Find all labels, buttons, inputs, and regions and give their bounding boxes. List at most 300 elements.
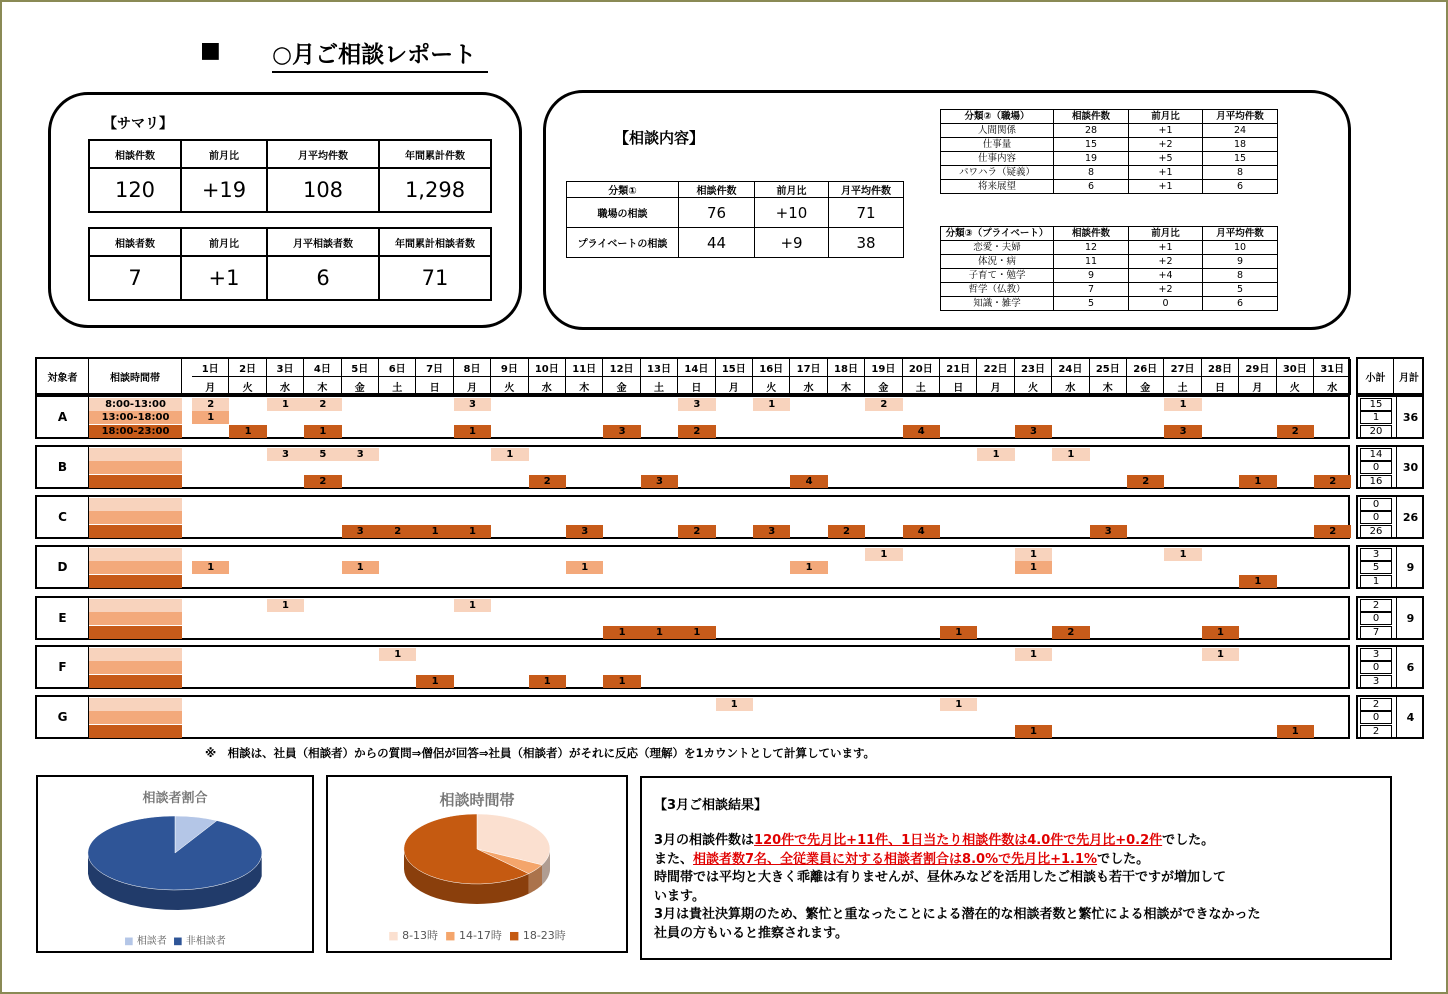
consultation-count: 2 (1314, 475, 1351, 488)
consultation-count: 1 (1015, 561, 1052, 574)
subtotal-cell: 0 (1360, 511, 1392, 524)
weekday-header: 火 (491, 377, 528, 395)
person-totals (1356, 395, 1424, 439)
summary-header: 前月比 (181, 228, 267, 256)
day-header: 30日 (1277, 359, 1314, 377)
day-header: 18日 (828, 359, 865, 377)
results-box (640, 776, 1392, 960)
weekday-header: 土 (379, 377, 416, 395)
day-header: 17日 (790, 359, 827, 377)
results-line: 社員の方もいると推察されます。 (654, 925, 848, 941)
day-header: 26日 (1127, 359, 1164, 377)
monthly-total: 26 (1396, 497, 1424, 537)
weekday-header: 水 (790, 377, 827, 395)
consultation-count: 5 (304, 448, 341, 461)
summary-value: 7 (89, 256, 181, 300)
consultation-count: 2 (865, 398, 902, 411)
day-header: 9日 (491, 359, 528, 377)
category1-table (566, 181, 904, 258)
value-cell: +1 (1129, 180, 1203, 194)
person-totals (1356, 495, 1424, 539)
consultation-count: 3 (678, 398, 715, 411)
weekday-header: 水 (529, 377, 566, 395)
consultation-count: 1 (1239, 475, 1276, 488)
summary-value: 120 (89, 168, 181, 212)
consultation-count: 1 (1015, 725, 1052, 738)
summary-table-1 (88, 139, 492, 213)
consultation-count: 1 (753, 398, 790, 411)
table-row (941, 255, 1278, 269)
label-cell: 仕事量 (941, 138, 1054, 152)
consultation-count: 1 (678, 626, 715, 639)
consultation-count: 2 (678, 425, 715, 438)
header-cell: 前月比 (1129, 110, 1203, 124)
person-block (35, 695, 1350, 739)
weekday-header: 金 (342, 377, 379, 395)
value-cell: +4 (1129, 269, 1203, 283)
label-cell: 体況・病 (941, 255, 1054, 269)
legend-item: 8-13時 (402, 929, 439, 942)
pie2-svg (328, 809, 626, 939)
consultation-count: 1 (603, 675, 640, 688)
pie-chart-consulter-ratio (36, 775, 314, 953)
table-row (941, 283, 1278, 297)
weekday-header: 水 (1052, 377, 1089, 395)
label-cell: パワハラ（疑義） (941, 166, 1054, 180)
day-header: 15日 (716, 359, 753, 377)
cat1-header: 月平均件数 (829, 182, 904, 198)
summary-title: 【サマリ】 (103, 116, 173, 132)
value-cell: 5 (1054, 297, 1129, 311)
weekday-header: 金 (603, 377, 640, 395)
consultation-count: 3 (342, 448, 379, 461)
consultation-count: 1 (192, 561, 229, 574)
consultation-count: 3 (342, 525, 379, 538)
subtotal-cell: 2 (1360, 725, 1392, 738)
time-slot-cell: 13:00-18:00 (89, 411, 182, 424)
time-slot-cell (89, 448, 182, 461)
pie-chart-time-slot (326, 775, 628, 953)
text: でした。 (1097, 851, 1150, 867)
consultation-count: 1 (1164, 548, 1201, 561)
monthly-total: 6 (1396, 647, 1424, 687)
consultation-count: 1 (416, 525, 453, 538)
page-title: ○月ご相談レポート (272, 36, 488, 73)
person-name: B (37, 447, 89, 487)
day-header: 28日 (1202, 359, 1239, 377)
consultation-count: 1 (1015, 548, 1052, 561)
subtotal-cell: 0 (1360, 498, 1392, 511)
table-row (941, 166, 1278, 180)
results-line: 時間帯では平均と大きく乖離は有りませんが、昼休みなどを活用したご相談も若干ですが増加して (654, 870, 1227, 885)
consultation-count: 1 (641, 626, 678, 639)
subtotal-cell: 1 (1360, 575, 1392, 588)
table-row (941, 124, 1278, 138)
content-panel (543, 90, 1351, 330)
table-header-row (941, 110, 1278, 124)
day-header: 2日 (229, 359, 266, 377)
time-slot-cell: 8:00-13:00 (89, 398, 182, 411)
consultation-count: 3 (267, 448, 304, 461)
consultation-count: 1 (304, 425, 341, 438)
monthly-total: 9 (1396, 598, 1424, 638)
label-cell: 子育て・勉学 (941, 269, 1054, 283)
day-header: 25日 (1090, 359, 1127, 377)
legend-item: 14-17時 (458, 929, 502, 942)
label-cell: 仕事内容 (941, 152, 1054, 166)
person-block (35, 445, 1350, 489)
value-cell: 6 (1054, 180, 1129, 194)
person-name: G (37, 697, 89, 737)
weekday-header: 日 (678, 377, 715, 395)
cat1-value: 76 (679, 198, 755, 228)
consultation-count: 2 (1052, 626, 1089, 639)
cat1-label: プライベートの相談 (567, 228, 679, 258)
results-line: います。 (654, 888, 705, 904)
summary-value: +19 (181, 168, 267, 212)
consultation-count: 1 (229, 425, 266, 438)
subtotal-cell: 0 (1360, 711, 1392, 724)
person-name: D (37, 547, 89, 587)
weekday-header: 月 (454, 377, 491, 395)
summary-panel (48, 92, 522, 328)
consultation-count: 1 (379, 648, 416, 661)
consultation-count: 1 (1052, 448, 1089, 461)
person-header: 対象者 (37, 359, 89, 393)
table-row (941, 152, 1278, 166)
slot-header: 相談時間帯 (89, 359, 182, 393)
value-cell: 8 (1054, 166, 1129, 180)
square-icon: ■ (200, 38, 221, 63)
consultation-count: 1 (1239, 575, 1276, 588)
value-cell: 15 (1203, 152, 1278, 166)
cat1-value: 44 (679, 228, 755, 258)
subtotal-cell: 20 (1360, 425, 1392, 438)
table-row (941, 180, 1278, 194)
header-cell: 相談件数 (1054, 227, 1129, 241)
day-header: 29日 (1239, 359, 1276, 377)
label-cell: 人間関係 (941, 124, 1054, 138)
weekday-header: 火 (753, 377, 790, 395)
category3-table (940, 226, 1278, 311)
time-slot-cell (89, 626, 182, 639)
consultation-count: 1 (566, 561, 603, 574)
consultation-count: 2 (1314, 525, 1351, 538)
cat1-label: 職場の相談 (567, 198, 679, 228)
consultation-count: 2 (678, 525, 715, 538)
value-cell: 6 (1203, 297, 1278, 311)
pie1-title: 相談者割合 (142, 791, 208, 806)
pie2-title: 相談時間帯 (439, 791, 515, 809)
day-header: 23日 (1015, 359, 1052, 377)
value-cell: +5 (1129, 152, 1203, 166)
consultation-count: 1 (940, 698, 977, 711)
weekday-header: 月 (716, 377, 753, 395)
consultation-count: 2 (192, 398, 229, 411)
consultation-count: 1 (1277, 725, 1314, 738)
time-slot-cell (89, 599, 182, 612)
value-cell: 12 (1054, 241, 1129, 255)
consultation-count: 1 (790, 561, 827, 574)
time-slot-cell (89, 612, 182, 625)
monthly-total: 30 (1396, 447, 1424, 487)
value-cell: 19 (1054, 152, 1129, 166)
subtotal-cell: 16 (1360, 475, 1392, 488)
subtotal-cell: 3 (1360, 648, 1392, 661)
day-header: 7日 (416, 359, 453, 377)
value-cell: 5 (1203, 283, 1278, 297)
weekday-header: 火 (1277, 377, 1314, 395)
label-cell: 知識・雑学 (941, 297, 1054, 311)
weekday-header: 木 (1090, 377, 1127, 395)
weekday-header: 土 (1164, 377, 1201, 395)
consultation-count: 1 (865, 548, 902, 561)
weekday-header: 土 (903, 377, 940, 395)
text: でした。 (1162, 833, 1215, 848)
weekday-header: 土 (641, 377, 678, 395)
weekday-header: 月 (1239, 377, 1276, 395)
consultation-count: 2 (304, 398, 341, 411)
time-slot-cell (89, 525, 182, 538)
consultation-count: 1 (1202, 626, 1239, 639)
person-name: C (37, 497, 89, 537)
results-body (654, 832, 1374, 943)
value-cell: 9 (1203, 255, 1278, 269)
subtotal-cell: 3 (1360, 675, 1392, 688)
value-cell: +1 (1129, 124, 1203, 138)
person-totals (1356, 545, 1424, 589)
weekday-header: 火 (229, 377, 266, 395)
consultation-count: 1 (603, 626, 640, 639)
summary-header: 相談者数 (89, 228, 181, 256)
value-cell: 8 (1203, 166, 1278, 180)
category2-table (940, 109, 1278, 194)
consultation-count: 3 (1015, 425, 1052, 438)
consultation-count: 1 (454, 599, 491, 612)
day-header: 20日 (903, 359, 940, 377)
person-block (35, 495, 1350, 539)
summary-header: 年間累計相談者数 (379, 228, 491, 256)
value-cell: 11 (1054, 255, 1129, 269)
consultation-count: 2 (304, 475, 341, 488)
time-slot-cell (89, 475, 182, 488)
day-header: 19日 (865, 359, 902, 377)
weekday-header: 金 (1127, 377, 1164, 395)
summary-table-2 (88, 227, 492, 301)
cat1-header: 相談件数 (679, 182, 755, 198)
day-header: 13日 (641, 359, 678, 377)
consultation-count: 4 (903, 525, 940, 538)
day-header: 1日 (192, 359, 229, 377)
day-header: 5日 (342, 359, 379, 377)
day-header: 12日 (603, 359, 640, 377)
weekday-header: 火 (1015, 377, 1052, 395)
subtotal-cell: 1 (1360, 411, 1392, 424)
consultation-count: 1 (267, 398, 304, 411)
weekday-header: 日 (940, 377, 977, 395)
value-cell: 9 (1054, 269, 1129, 283)
pie1-svg (38, 805, 312, 935)
person-totals (1356, 596, 1424, 640)
monthly-total: 36 (1396, 397, 1424, 437)
consultation-count: 1 (491, 448, 528, 461)
cat1-header: 前月比 (755, 182, 829, 198)
header-cell: 月平均件数 (1203, 227, 1278, 241)
day-header: 27日 (1164, 359, 1201, 377)
person-name: A (37, 397, 89, 437)
header-cell: 分類③（プライベート） (941, 227, 1054, 241)
value-cell: +1 (1129, 166, 1203, 180)
consultation-count: 1 (529, 675, 566, 688)
consultation-count: 1 (267, 599, 304, 612)
person-block (35, 596, 1350, 640)
consultation-count: 2 (529, 475, 566, 488)
day-header: 14日 (678, 359, 715, 377)
day-header: 22日 (977, 359, 1014, 377)
person-block (35, 395, 1350, 439)
value-cell: 0 (1129, 297, 1203, 311)
consultation-count: 2 (1127, 475, 1164, 488)
results-line (654, 832, 1374, 851)
consultation-count: 3 (1164, 425, 1201, 438)
person-block (35, 645, 1350, 689)
summary-value: 1,298 (379, 168, 491, 212)
consultation-count: 3 (753, 525, 790, 538)
value-cell: 24 (1203, 124, 1278, 138)
person-totals (1356, 445, 1424, 489)
consultation-count: 1 (940, 626, 977, 639)
time-slot-cell (89, 498, 182, 511)
subtotal-cell: 26 (1360, 525, 1392, 538)
value-cell: 15 (1054, 138, 1129, 152)
header-cell: 前月比 (1129, 227, 1203, 241)
value-cell: +2 (1129, 138, 1203, 152)
value-cell: +2 (1129, 255, 1203, 269)
time-slot-cell (89, 711, 182, 724)
cat1-value: 38 (829, 228, 904, 258)
summary-header: 前月比 (181, 140, 267, 168)
time-slot-cell (89, 698, 182, 711)
highlight-text: 相談者数7名、全従業員に対する相談者割合は8.0%で先月比+1.1% (693, 851, 1098, 867)
cat1-value: +9 (755, 228, 829, 258)
day-header: 6日 (379, 359, 416, 377)
time-slot-cell (89, 575, 182, 588)
consultation-count: 1 (454, 425, 491, 438)
consultation-count: 4 (903, 425, 940, 438)
subtotal-cell: 14 (1360, 448, 1392, 461)
legend-item: 相談者 (136, 936, 167, 947)
total-header: 月計 (1399, 372, 1419, 384)
summary-header: 年間累計件数 (379, 140, 491, 168)
header-cell: 月平均件数 (1203, 110, 1278, 124)
consultation-count: 3 (641, 475, 678, 488)
consultation-count: 1 (977, 448, 1014, 461)
consultation-count: 1 (342, 561, 379, 574)
cat1-value: +10 (755, 198, 829, 228)
consultation-count: 1 (416, 675, 453, 688)
consultation-count: 1 (192, 411, 229, 424)
time-slot-cell (89, 548, 182, 561)
pie1-legend: ■ 相談者 ■ 非相談者 (124, 936, 226, 947)
consultation-count: 2 (1277, 425, 1314, 438)
time-slot-cell (89, 725, 182, 738)
value-cell: +2 (1129, 283, 1203, 297)
consultation-count: 1 (716, 698, 753, 711)
monthly-total: 9 (1396, 547, 1424, 587)
consultation-count: 3 (566, 525, 603, 538)
consultation-count: 4 (790, 475, 827, 488)
day-header: 4日 (304, 359, 341, 377)
label-cell: 哲学（仏教） (941, 283, 1054, 297)
summary-value: 108 (267, 168, 379, 212)
weekday-header: 木 (566, 377, 603, 395)
cat1-header: 分類① (567, 182, 679, 198)
value-cell: 28 (1054, 124, 1129, 138)
day-header: 16日 (753, 359, 790, 377)
subtotal-cell: 7 (1360, 626, 1392, 639)
table-row (941, 269, 1278, 283)
results-line: 3月は貴社決算期のため、繁忙と重なったことによる潜在的な相談者数と繁忙による相談ができなかった (654, 907, 1261, 922)
calculation-note: ※ 相談は、社員（相談者）からの質問⇒僧侶が回答⇒社員（相談者）がそれに反応（理解）を1カウントとして計算しています。 (205, 746, 876, 760)
subtotal-cell: 15 (1360, 398, 1392, 411)
day-header: 21日 (940, 359, 977, 377)
weekday-header: 月 (192, 377, 229, 395)
person-name: E (37, 598, 89, 638)
weekday-header: 水 (1314, 377, 1351, 395)
header-cell: 分類②（職場） (941, 110, 1054, 124)
summary-header: 月平均件数 (267, 140, 379, 168)
subtotal-cell: 2 (1360, 599, 1392, 612)
consultation-count: 3 (1090, 525, 1127, 538)
content-title: 【相談内容】 (614, 129, 705, 147)
subtotal-cell: 5 (1360, 561, 1392, 574)
subtotal-cell: 0 (1360, 612, 1392, 625)
table-row (941, 241, 1278, 255)
day-header: 10日 (529, 359, 566, 377)
pie-slice-非相談者 (88, 816, 262, 890)
pie2-legend: ■ 8-13時 ■ 14-17時 ■ 18-23時 (388, 929, 566, 942)
report-title (200, 36, 500, 70)
monthly-total: 4 (1396, 697, 1424, 737)
totals-header (1356, 357, 1424, 395)
table-row (941, 297, 1278, 311)
summary-value: 71 (379, 256, 491, 300)
value-cell: 7 (1054, 283, 1129, 297)
day-header: 8日 (454, 359, 491, 377)
consultation-count: 1 (1015, 648, 1052, 661)
legend-item: 18-23時 (522, 929, 566, 942)
summary-header: 月平相談者数 (267, 228, 379, 256)
label-cell: 将来展望 (941, 180, 1054, 194)
value-cell: 6 (1203, 180, 1278, 194)
person-block (35, 545, 1350, 589)
consultation-count: 3 (454, 398, 491, 411)
weekday-header: 日 (1202, 377, 1239, 395)
time-slot-cell (89, 461, 182, 474)
value-cell: +1 (1129, 241, 1203, 255)
calendar-header (35, 357, 1350, 395)
time-slot-cell (89, 561, 182, 574)
summary-header: 相談件数 (89, 140, 181, 168)
table-row (941, 138, 1278, 152)
label-cell: 恋愛・夫婦 (941, 241, 1054, 255)
time-slot-cell (89, 661, 182, 674)
weekday-header: 水 (267, 377, 304, 395)
subtotal-cell: 3 (1360, 548, 1392, 561)
table-header-row (941, 227, 1278, 241)
summary-value: 6 (267, 256, 379, 300)
weekday-header: 月 (977, 377, 1014, 395)
